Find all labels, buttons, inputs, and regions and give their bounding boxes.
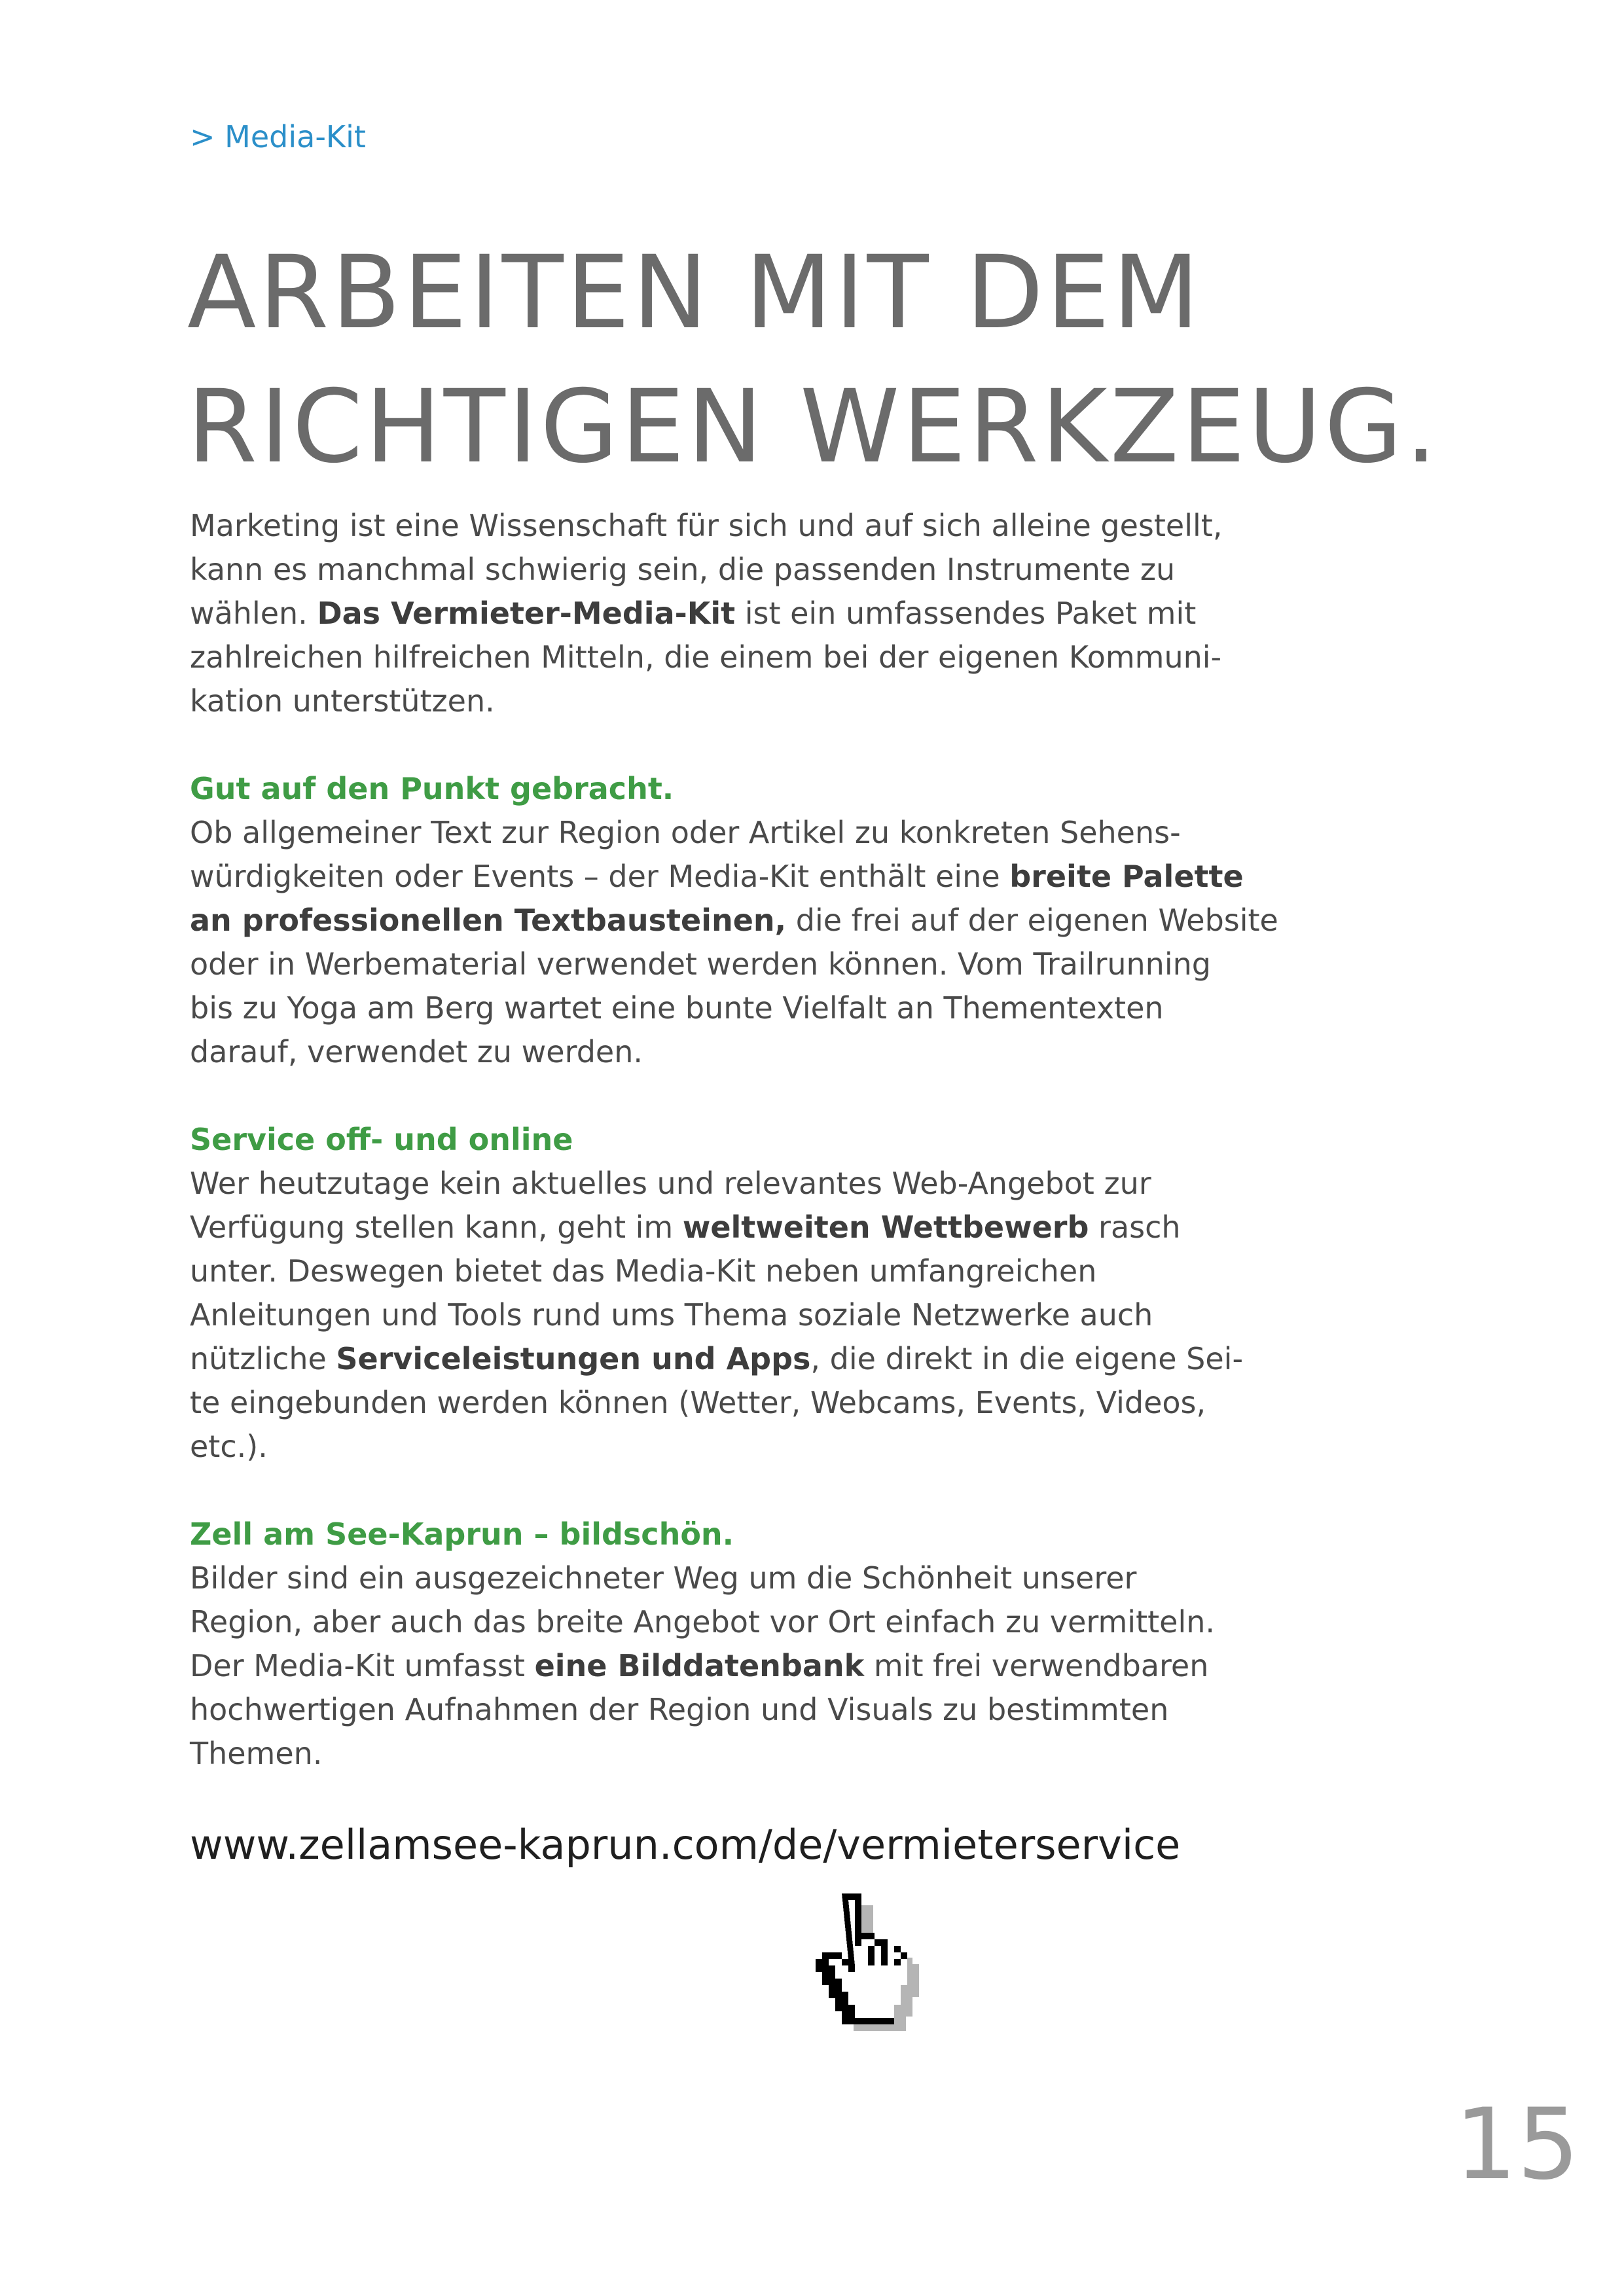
- intro-line: kation unterstützen.: [190, 683, 495, 719]
- page-number: 15: [1454, 2088, 1579, 2202]
- section-line: darauf, verwendet zu werden.: [190, 1034, 643, 1069]
- section-line: Anleitungen und Tools rund ums Thema soziale Netzwerke auch: [190, 1297, 1153, 1333]
- intro-line: kann es manchmal schwierig sein, die passenden Instrumente zu: [190, 552, 1176, 587]
- section-paragraph: [190, 1556, 1342, 1776]
- section-line: oder in Werbematerial verwendet werden können. Vom Trailrunning: [190, 946, 1211, 982]
- section-images: [190, 1513, 1342, 1776]
- section-line: Themen.: [190, 1736, 323, 1771]
- section-line: etc.).: [190, 1429, 268, 1464]
- section-text: , die direkt in die eigene Sei-: [810, 1341, 1244, 1376]
- section-line: Bilder sind ein ausgezeichneter Weg um die Schönheit unserer: [190, 1560, 1137, 1596]
- section-text: Verfügung stellen kann, geht im: [190, 1210, 683, 1245]
- section-heading: Service off- und online: [190, 1122, 573, 1157]
- section-paragraph: [190, 1162, 1342, 1469]
- section-service: [190, 1118, 1342, 1469]
- section-bold-text: Serviceleistungen und Apps: [336, 1341, 811, 1376]
- section-line: te eingebunden werden können (Wetter, Webcams, Events, Videos,: [190, 1385, 1206, 1420]
- section-line: unter. Deswegen bietet das Media-Kit neben umfangreichen: [190, 1253, 1097, 1289]
- section-bold-text: eine Bilddatenbank: [534, 1648, 865, 1683]
- section-line: [190, 899, 1342, 942]
- section-text: Der Media-Kit umfasst: [190, 1648, 535, 1683]
- section-bold-text: breite Palette: [1009, 859, 1244, 894]
- intro-paragraph: [190, 504, 1342, 723]
- section-text: mit frei verwendbaren: [864, 1648, 1209, 1683]
- page-title-line-2: RICHTIGEN WERKZEUG.: [187, 368, 1440, 486]
- intro-bold-text: Das Vermieter-Media-Kit: [317, 596, 736, 631]
- section-text: rasch: [1089, 1210, 1181, 1245]
- section-line: Region, aber auch das breite Angebot vor Ort einfach zu vermitteln.: [190, 1604, 1216, 1640]
- section-bold-text: weltweiten Wettbewerb: [682, 1210, 1089, 1245]
- section-heading: Gut auf den Punkt gebracht.: [190, 771, 674, 806]
- section-line: [190, 855, 1342, 899]
- hand-pointer-icon: [803, 1893, 927, 2031]
- section-line: [190, 1337, 1342, 1381]
- section-line: [190, 1644, 1342, 1688]
- section-line: bis zu Yoga am Berg wartet eine bunte Vielfalt an Thementexten: [190, 990, 1164, 1026]
- intro-line: [190, 592, 1342, 636]
- intro-line: zahlreichen hilfreichen Mitteln, die einem bei der eigenen Kommuni-: [190, 639, 1222, 675]
- section-paragraph: [190, 811, 1342, 1074]
- section-line: Wer heutzutage kein aktuelles und relevantes Web-Angebot zur: [190, 1166, 1151, 1201]
- page-title: [187, 226, 1562, 494]
- page-title-line-1: ARBEITEN MIT DEM: [187, 234, 1202, 351]
- article-body: [190, 504, 1342, 1776]
- section-line: Ob allgemeiner Text zur Region oder Artikel zu konkreten Sehens-: [190, 815, 1181, 850]
- section-text: würdigkeiten oder Events – der Media-Kit enthält eine: [190, 859, 1010, 894]
- section-text: die frei auf der eigenen Website: [786, 903, 1278, 938]
- section-text: nützliche: [190, 1341, 336, 1376]
- vermieterservice-link[interactable]: www.zellamsee-kaprun.com/de/vermieterservice: [190, 1821, 1181, 1869]
- section-line: [190, 1206, 1342, 1249]
- section-heading: Zell am See-Kaprun – bildschön.: [190, 1516, 734, 1552]
- intro-text: ist ein umfassendes Paket mit: [735, 596, 1197, 631]
- breadcrumb[interactable]: > Media-Kit: [190, 119, 366, 154]
- intro-line: Marketing ist eine Wissenschaft für sich und auf sich alleine gestellt,: [190, 508, 1223, 543]
- intro-text: wählen.: [190, 596, 317, 631]
- section-text-modules: [190, 767, 1342, 1074]
- section-bold-text: an professionellen Textbausteinen,: [190, 903, 787, 938]
- section-line: hochwertigen Aufnahmen der Region und Visuals zu bestimmten: [190, 1692, 1169, 1727]
